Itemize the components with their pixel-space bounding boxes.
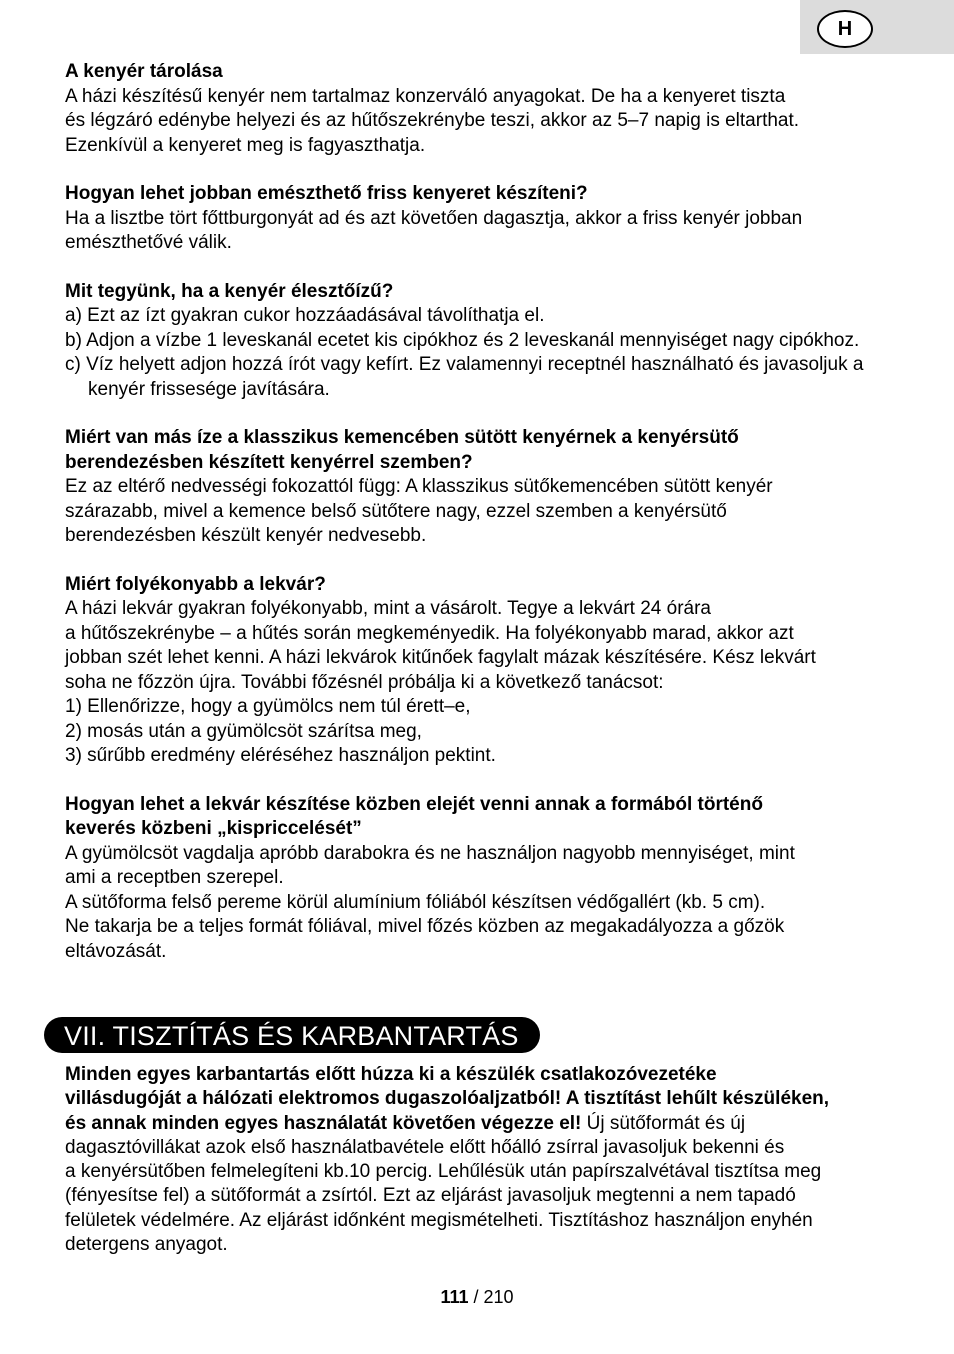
faq-answer-line: szárazabb, mivel a kemence belső sütőtere nagy, ezzel szemben a kenyérsütő (65, 500, 727, 522)
total-pages: 210 (483, 1287, 514, 1307)
faq-question: Miért van más íze a klasszikus kemencében sütött kenyérnek a kenyérsütő (65, 427, 739, 448)
faq-question: Hogyan lehet a lekvár készítése közben elejét venni annak a formából történő (65, 793, 763, 815)
faq-answer-line: emészthetővé válik. (65, 232, 232, 253)
maintenance-text-line: (fényesítse fel) a sütőformát a zsírtól. Ezt az eljárást javasoljuk megtenni a nem tapadó (65, 1185, 796, 1207)
faq-answer-line: soha ne főzzön újra. További főzésnél próbálja ki a következő tanácsot: (65, 671, 664, 693)
faq-answer-line: 1) Ellenőrizze, hogy a gyümölcs nem túl érett–e, (65, 696, 471, 717)
faq-answer-line: A házi lekvár gyakran folyékonyabb, mint a vásárolt. Tegye a lekvárt 24 órára (65, 598, 711, 619)
faq-question: keverés közbeni „kispriccelését” (65, 818, 362, 839)
maintenance-text-line: felületek védelmére. Az eljárást időnként megismételheti. Tisztításhoz használjon enyhén (65, 1209, 813, 1231)
faq-section (65, 793, 900, 965)
faq-answer-line: berendezésben készült kenyér nedvesebb. (65, 525, 427, 546)
faq-list-item: a) Ezt az ízt gyakran cukor hozzáadásával távolíthatja el. (65, 305, 545, 326)
faq-question: berendezésben készített kenyérrel szemben? (65, 451, 473, 473)
faq-question: Miért folyékonyabb a lekvár? (65, 573, 326, 595)
section-banner-title: VII. TISZTÍTÁS ÉS KARBANTARTÁS (64, 1021, 519, 1051)
faq-answer-line: a hűtőszekrénybe – a hűtés során megkeményedik. Ha folyékonyabb marad, akkor azt (65, 622, 794, 644)
faq-answer-line: A sütőforma felső pereme körül alumínium fóliából készítsen védőgallért (kb. 5 cm). (65, 891, 766, 913)
maintenance-warning-line: villásdugóját a hálózati elektromos dugaszolóaljzatból! A tisztítást lehűlt készüléken, (65, 1088, 830, 1110)
faq-answer-line: A házi készítésű kenyér nem tartalmaz konzerváló anyagokat. De ha a kenyeret tiszta (65, 85, 786, 107)
faq-section (65, 280, 900, 403)
language-badge: H (817, 10, 873, 48)
page-number (0, 1286, 954, 1308)
faq-section (65, 573, 900, 769)
faq-answer-line: jobban szét lehet kenni. A házi lekvárok kitűnőek fagylalt mázak készítésére. Kész lekvárt (65, 647, 816, 668)
faq-content (65, 60, 900, 988)
maintenance-text-line: Új sütőformát és új (581, 1112, 746, 1134)
page-separator: / (468, 1287, 484, 1307)
faq-question: Hogyan lehet jobban emészthető friss kenyeret készíteni? (65, 183, 588, 204)
faq-list-item: c) Víz helyett adjon hozzá írót vagy kefírt. Ez valamennyi receptnél használható és javasoljuk a kenyér frissesége javítására. (65, 354, 864, 400)
maintenance-warning-line: Minden egyes karbantartás előtt húzza ki a készülék csatlakozóvezetéke (65, 1064, 717, 1085)
faq-question: A kenyér tárolása (65, 61, 223, 82)
faq-section (65, 426, 900, 549)
faq-question: Mit tegyünk, ha a kenyér élesztőízű? (65, 280, 394, 302)
faq-answer-line: Ez az eltérő nedvességi fokozattól függ: A klasszikus sütőkemencében sütött kenyér (65, 476, 773, 497)
language-tab (800, 0, 954, 54)
faq-section (65, 182, 900, 256)
faq-answer-line: 2) mosás után a gyümölcsöt szárítsa meg, (65, 720, 422, 742)
faq-answer-line: Ezenkívül a kenyeret meg is fagyaszthatja. (65, 134, 426, 156)
faq-list-item: b) Adjon a vízbe 1 leveskanál ecetet kis cipókhoz és 2 leveskanál mennyiséget nagy cipókhoz. (65, 329, 860, 351)
faq-section (65, 60, 900, 158)
faq-answer-line: eltávozását. (65, 940, 167, 962)
current-page: 111 (440, 1287, 469, 1307)
faq-answer-line: 3) sűrűbb eredmény eléréséhez használjon pektint. (65, 745, 496, 766)
maintenance-paragraph (65, 1063, 900, 1257)
maintenance-warning-line: és annak minden egyes használatát követően végezze el! (65, 1112, 582, 1134)
faq-answer-line: Ha a lisztbe tört főttburgonyát ad és azt követően dagasztja, akkor a friss kenyér jobban (65, 207, 803, 229)
section-banner (44, 1017, 540, 1053)
maintenance-text-line: dagasztóvillákat azok első használatbavétele előtt hőálló zsírral javasoljuk bekenni és (65, 1136, 785, 1158)
maintenance-text-line: a kenyérsütőben felmelegíteni kb.10 percig. Lehűlésük után papírszalvétával tisztítsa meg (65, 1161, 822, 1183)
faq-answer-line: Ne takarja be a teljes formát fóliával, mivel főzés közben az megakadályozza a gőzök (65, 916, 785, 937)
faq-answer-line: ami a receptben szerepel. (65, 867, 284, 888)
faq-answer-line: A gyümölcsöt vagdalja apróbb darabokra és ne használjon nagyobb mennyiséget, mint (65, 842, 795, 864)
faq-answer-line: és légzáró edénybe helyezi és az hűtőszekrénybe teszi, akkor az 5–7 napig is eltarthat. (65, 110, 800, 131)
maintenance-text-line: detergens anyagot. (65, 1234, 228, 1256)
